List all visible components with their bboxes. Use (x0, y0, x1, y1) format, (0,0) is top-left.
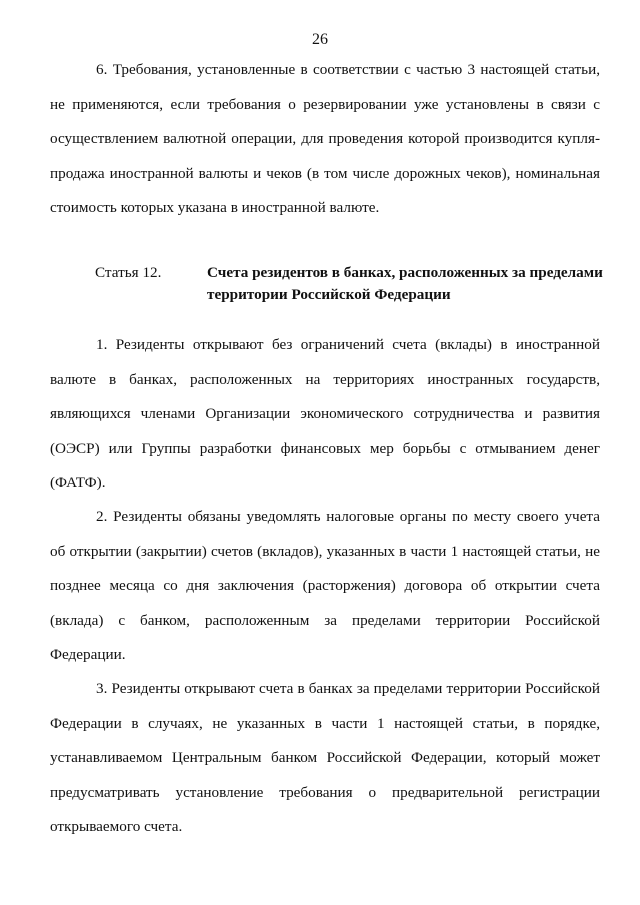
paragraph-1: 1. Резиденты открывают без ограничений счета (вклады) в иностранной валюте в банках, расположенных на территориях иностранных государств, являющихся членами Организации экономического сотрудничества и развития (ОЭСР) или Группы разработки финансовых мер борьбы с отмыванием денег (ФАТФ). (50, 336, 600, 491)
paragraph-3: 3. Резиденты открывают счета в банках за пределами территории Российской Федерации в случаях, не указанных в части 1 настоящей статьи, в порядке, устанавливаемом Центральным банком Российской Федерации, который может предусматривать установление требования о предварительной регистрации открываемого счета. (50, 680, 600, 835)
article-label: Статья 12. (95, 264, 162, 281)
article-title: Счета резидентов в банках, расположенных за пределами территории Российской Федерации (207, 264, 603, 303)
paragraph-2: 2. Резиденты обязаны уведомлять налоговые органы по месту своего учета об открытии (закрытии) счетов (вкладов), указанных в части 1 настоящей статьи, не позднее месяца со дня заключения (расторжения) договора об открытии счета (вклада) с банком, расположенным за пределами территории Российской Федерации. (50, 508, 600, 663)
page-number: 26 (312, 31, 328, 48)
paragraph-6: 6. Требования, установленные в соответствии с частью 3 настоящей статьи, не применяются, если требования о резервировании уже установлены в связи с осуществлением валютной операции, для проведения которой производится купля-продажа иностранной валюты и чеков (в том числе дорожных чеков), номинальная стоимость которых указана в иностранной валюте. (50, 61, 600, 216)
